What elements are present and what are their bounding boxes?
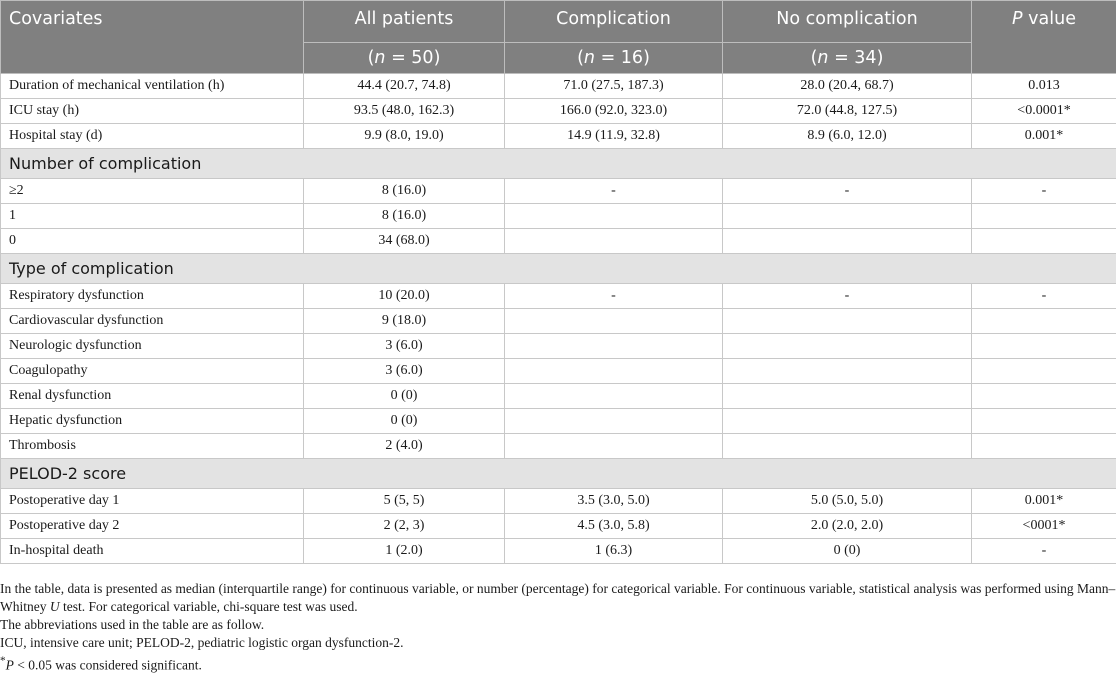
table-row: Thrombosis 2 (4.0) — [1, 434, 1116, 459]
table-row: 0 34 (68.0) — [1, 229, 1116, 254]
header-covariates: Covariates — [1, 1, 304, 74]
header-complication: Complication — [505, 1, 723, 43]
section-row — [1, 459, 1116, 489]
section-row — [1, 149, 1116, 179]
table-row: In-hospital death 1 (2.0) 1 (6.3) 0 (0) - — [1, 539, 1116, 564]
header-p-value: P value — [972, 1, 1116, 74]
header-all-n: (n = 50) — [304, 43, 505, 74]
header-all-patients: All patients — [304, 1, 505, 43]
header-no-complication-n: (n = 34) — [723, 43, 972, 74]
table-row: 1 8 (16.0) — [1, 204, 1116, 229]
section-pelod-2-score: PELOD-2 score — [1, 459, 1116, 489]
table-row: Postoperative day 2 2 (2, 3) 4.5 (3.0, 5.8) 2.0 (2.0, 2.0) <0001* — [1, 514, 1116, 539]
table-row: ICU stay (h) 93.5 (48.0, 162.3) 166.0 (92.0, 323.0) 72.0 (44.8, 127.5) <0.0001* — [1, 99, 1116, 124]
table-row: Neurologic dysfunction 3 (6.0) — [1, 334, 1116, 359]
footnote-significance: *P < 0.05 was considered significant. — [0, 655, 202, 673]
section-type-of-complication: Type of complication — [1, 254, 1116, 284]
section-row — [1, 254, 1116, 284]
table-footnotes — [0, 580, 1116, 675]
table-row: Cardiovascular dysfunction 9 (18.0) — [1, 309, 1116, 334]
footnote-abbreviations-intro: The abbreviations used in the table are as follow. — [0, 617, 265, 632]
header-row — [1, 1, 1116, 43]
table-row: Hospital stay (d) 9.9 (8.0, 19.0) 14.9 (11.9, 32.8) 8.9 (6.0, 12.0) 0.001* — [1, 124, 1116, 149]
table-row: Duration of mechanical ventilation (h) 44.4 (20.7, 74.8) 71.0 (27.5, 187.3) 28.0 (20.4, 68.7) 0.013 — [1, 74, 1116, 99]
table-row: Postoperative day 1 5 (5, 5) 3.5 (3.0, 5.0) 5.0 (5.0, 5.0) 0.001* — [1, 489, 1116, 514]
table-row: Renal dysfunction 0 (0) — [1, 384, 1116, 409]
footnote-methods: In the table, data is presented as median (interquartile range) for continuous variable, or number (percentage) for categorical variable. For continuous variable, statistical analysis was performed using Mann–Whitney U test. For categorical variable, chi-square test was used. — [0, 581, 1116, 614]
table-row: Hepatic dysfunction 0 (0) — [1, 409, 1116, 434]
footnote-abbreviations: ICU, intensive care unit; PELOD-2, pediatric logistic organ dysfunction-2. — [0, 635, 404, 650]
section-number-of-complication: Number of complication — [1, 149, 1116, 179]
header-no-complication: No complication — [723, 1, 972, 43]
table-row: ≥2 8 (16.0) - - - — [1, 179, 1116, 204]
header-complication-n: (n = 16) — [505, 43, 723, 74]
table-row: Coagulopathy 3 (6.0) — [1, 359, 1116, 384]
table-row: Respiratory dysfunction 10 (20.0) - - - — [1, 284, 1116, 309]
